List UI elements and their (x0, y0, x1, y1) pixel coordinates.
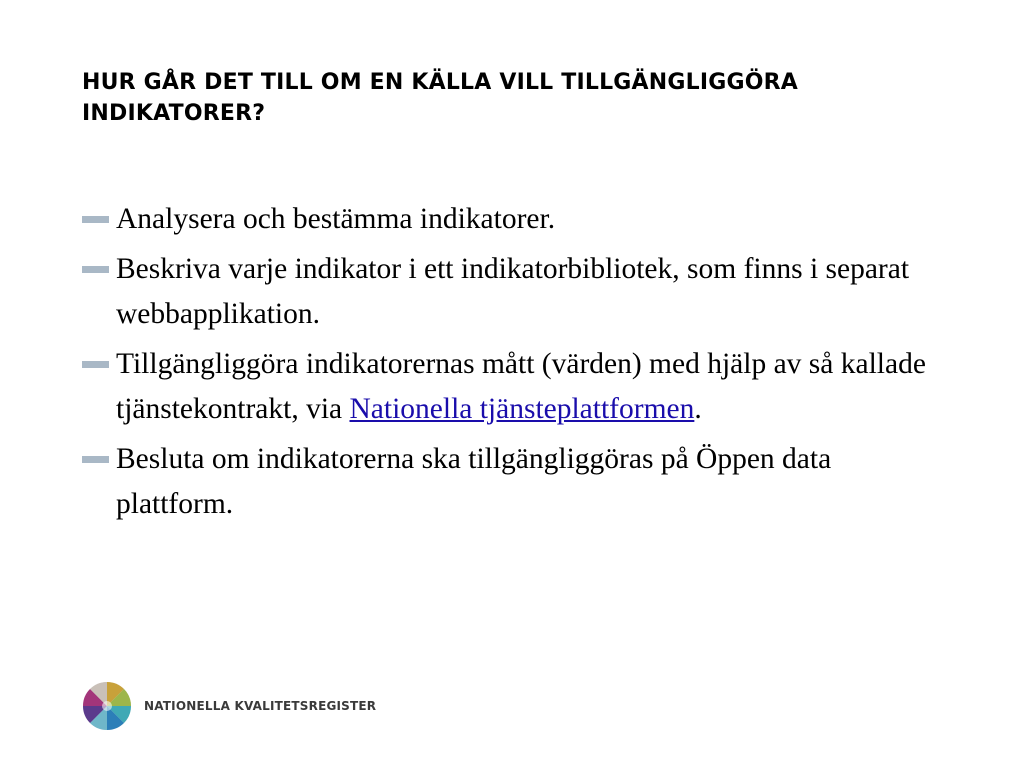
bullet-text: Analysera och bestämma indikatorer. (116, 203, 556, 235)
bullet-item (82, 247, 952, 337)
slide-title-line-2: INDIKATORER? (82, 101, 266, 126)
bullet-marker-icon (82, 216, 109, 223)
logo-text: NATIONELLA KVALITETSREGISTER (144, 699, 377, 713)
bullet-text: Besluta om indikatorerna ska tillgängliggöras på Öppen data plattform. (116, 443, 832, 520)
bullet-item (82, 342, 952, 432)
bullet-marker-icon (82, 266, 109, 273)
nationella-tjansteplattformen-link[interactable]: Nationella tjänsteplattformen (349, 393, 695, 425)
bullet-item (82, 197, 952, 242)
bullet-text-before-link: Tillgängliggöra indikatorernas mått (värden) med hjälp av så kallade tjänstekontrakt, via (116, 348, 926, 425)
bullet-list (82, 197, 952, 532)
bullet-text-after-link: . (694, 393, 702, 425)
slide-title (82, 67, 942, 129)
footer-logo (82, 681, 376, 731)
bullet-item (82, 437, 952, 527)
bullet-marker-icon (82, 456, 109, 463)
bullet-text: Beskriva varje indikator i ett indikatorbibliotek, som finns i separat webbapplikation. (116, 253, 910, 330)
slide-title-line-1: HUR GÅR DET TILL OM EN KÄLLA VILL TILLGÄNGLIGGÖRA (82, 70, 799, 95)
kvalitetsregister-logo-icon (82, 681, 132, 731)
bullet-marker-icon (82, 361, 109, 368)
